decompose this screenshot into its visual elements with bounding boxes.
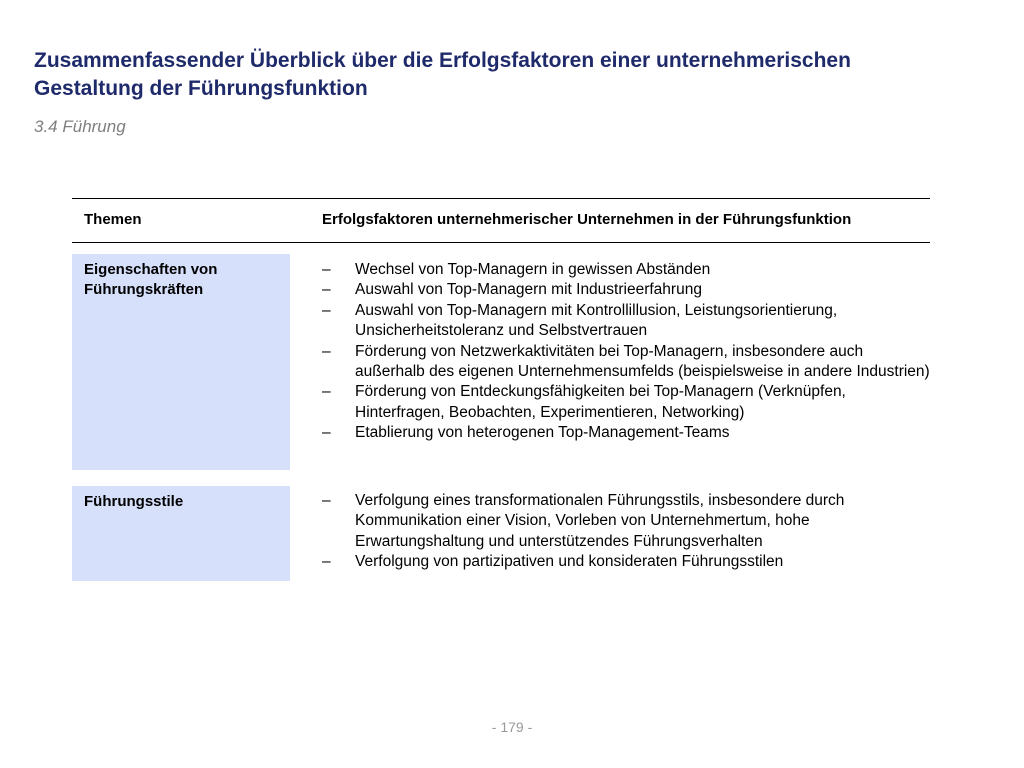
column-header-erfolgsfaktoren: Erfolgsfaktoren unternehmerischer Unternehmen in der Führungsfunktion — [322, 211, 852, 228]
topic-cell-fuehrungsstile — [72, 486, 290, 581]
page-title-line: Gestaltung der Führungsfunktion — [34, 77, 368, 100]
page-number: - 179 - — [491, 719, 533, 735]
column-header-themen: Themen — [84, 211, 142, 228]
dash-bullet: – — [322, 281, 331, 299]
table-top-rule — [72, 198, 930, 199]
topic-label-line: Führungskräften — [84, 281, 204, 298]
success-factor-item — [322, 301, 930, 342]
page-title-line: Zusammenfassender Überblick über die Erfolgsfaktoren einer unternehmerischen — [34, 49, 851, 72]
success-factor-text: Förderung von Netzwerkaktivitäten bei Top-Managern, insbesondere auch außerhalb des eigenen Unternehmensumfelds (beispielsweise in andere Industrien) — [355, 342, 930, 381]
success-factor-text: Etablierung von heterogenen Top-Management-Teams — [355, 424, 730, 442]
success-factor-item — [322, 260, 930, 280]
page-title — [34, 47, 994, 103]
success-factor-text: Auswahl von Top-Managern mit Kontrollillusion, Leistungsorientierung, Unsicherheitstoleranz und Selbstvertrauen — [355, 301, 838, 340]
success-factor-text: Verfolgung eines transformationalen Führungsstils, insbesondere durch Kommunikation einer Vision, Vorleben von Unternehmertum, hohe Erwartungshaltung und unterstützendes Führungsverhalten — [355, 492, 845, 550]
dash-bullet: – — [322, 492, 331, 509]
success-factor-item — [322, 342, 930, 383]
table-header-rule — [72, 242, 930, 243]
success-factor-text: Auswahl von Top-Managern mit Industrieerfahrung — [355, 281, 702, 299]
success-factor-list-fuehrungsstile — [322, 491, 930, 573]
success-factor-text: Verfolgung von partizipativen und konsideraten Führungsstilen — [355, 553, 784, 571]
success-factor-list-eigenschaften — [322, 260, 930, 444]
topic-cell-eigenschaften — [72, 254, 290, 470]
success-factor-item — [322, 423, 930, 443]
dash-bullet: – — [322, 383, 331, 401]
dash-bullet: – — [322, 301, 331, 319]
success-factor-text: Förderung von Entdeckungsfähigkeiten bei Top-Managern (Verknüpfen, Hinterfragen, Beobachten, Experimentieren, Networking) — [355, 383, 846, 421]
dash-bullet: – — [322, 424, 331, 442]
success-factor-item — [322, 491, 930, 552]
dash-bullet: – — [322, 261, 331, 278]
success-factor-item — [322, 552, 930, 572]
success-factor-item — [322, 280, 930, 300]
success-factor-text: Wechsel von Top-Managern in gewissen Abständen — [355, 261, 711, 278]
dash-bullet: – — [322, 342, 331, 360]
topic-label-line: Eigenschaften von — [84, 261, 218, 278]
success-factor-item — [322, 382, 930, 423]
dash-bullet: – — [322, 553, 331, 571]
section-subtitle: 3.4 Führung — [34, 117, 126, 136]
topic-label-line: Führungsstile — [84, 493, 184, 510]
